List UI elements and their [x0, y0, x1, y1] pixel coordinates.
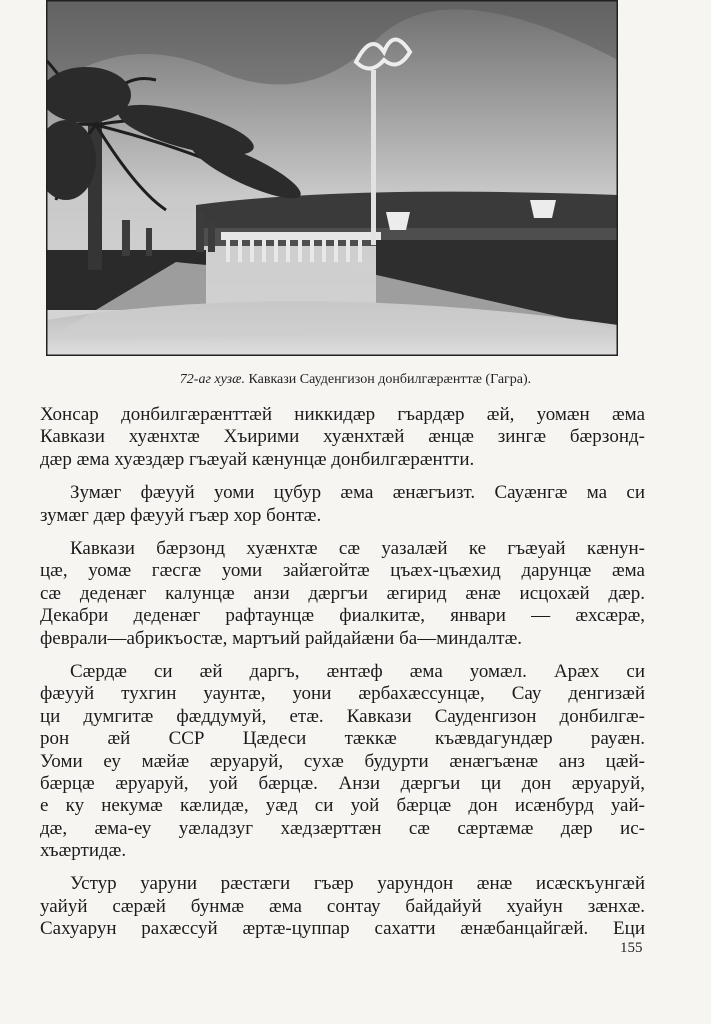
text-line: Уоми еу мæйæ æруаруй, сухæ будурти æнæгъæнæ анз цæй- [40, 750, 645, 772]
text-line: е ку некумæ кæлидæ, уæд си уой бæрцæ дон исæнбурд уай- [40, 795, 645, 817]
text-line: Сæрдæ си æй даргъ, æнтæф æма уомæл. Арæх си [70, 660, 645, 682]
text-line: рон æй ССР Цæдеси тæккæ къæвдагундæр рауæн. [40, 728, 645, 750]
text-line: Зумæг фæууй уоми цубур æма æнæгъизт. Сауæнгæ ма си [70, 482, 645, 504]
page-number: 155 [620, 940, 643, 956]
text-line: Устур уаруни рæстæги гъæр уарундон æнæ исæскъунгæй [70, 873, 645, 895]
text-line: феврали—абрикъостæ, мартъий райдайæни ба—миндалтæ. [40, 627, 523, 649]
paragraph-3 [40, 538, 645, 650]
text-line: Хонсар донбилгæрæнттæй никкидæр гъардæр æй, уомæн æма [40, 404, 645, 425]
figure-label: 72-аг хузæ. [179, 372, 245, 387]
figure-caption [0, 372, 711, 388]
text-line: Кавкази хуæнхтæ Хъирими хуæнхтæй æнцæ зингæ бæрзонд- [40, 426, 645, 448]
text-line: бæрцæ æруаруй, уой бæрцæ. Анзи дæргъи ци дон æруаруй, [40, 772, 645, 794]
text-line: уайуй сæрæй бунмæ æма сонтау байдайуй хуайун зæнхæ. [40, 895, 645, 917]
text-line: ци думгитæ фæддумуй, етæ. Кавкази Сауденгизон донбилгæ- [40, 705, 645, 727]
figure-photo [46, 0, 618, 356]
paragraph-5 [40, 873, 645, 940]
text-line: цæ, уомæ гæсгæ уоми зайæгойтæ цъæх-цъæхид дарунцæ æма [40, 560, 645, 582]
text-line: хъæртидæ. [40, 840, 127, 862]
paragraph-1 [40, 404, 645, 471]
text-line: фæууй тухгин уаунтæ, уони æрбахæссунцæ, Сау денгизæй [40, 683, 645, 705]
text-line: дæ, æма-еу уæладзуг хæдзæрттæн сæ сæртæмæ дæр ис- [40, 817, 645, 839]
text-line: зумæг дæр фæууй гъæр хор бонтæ. [40, 504, 322, 526]
figure-caption-text: Кавкази Сауденгизон донбилгæрæнттæ (Гагра). [244, 372, 532, 387]
gagra-seaside-photo [46, 0, 618, 356]
text-line: дæр æма хуæздæр гъæуай кæнунцæ донбилгæрæнтти. [40, 448, 475, 470]
paragraph-4 [40, 661, 645, 863]
text-line: сæ деденæг калунцæ анзи дæргъи æгирид æнæ исцохæй дæр. [40, 582, 645, 604]
paragraph-2 [40, 482, 645, 527]
text-line: Сахуарун рахæссуй æртæ-цуппар сахатти æнæбанцайгæй. Еци [40, 918, 645, 940]
body-text [40, 404, 645, 941]
text-line: Декабри деденæг рафтаунцæ фиалкитæ, январи — æхсæрæ, [40, 605, 645, 627]
text-line: Кавкази бæрзонд хуæнхтæ сæ уазалæй ке гъæуай кæнун- [70, 537, 645, 559]
